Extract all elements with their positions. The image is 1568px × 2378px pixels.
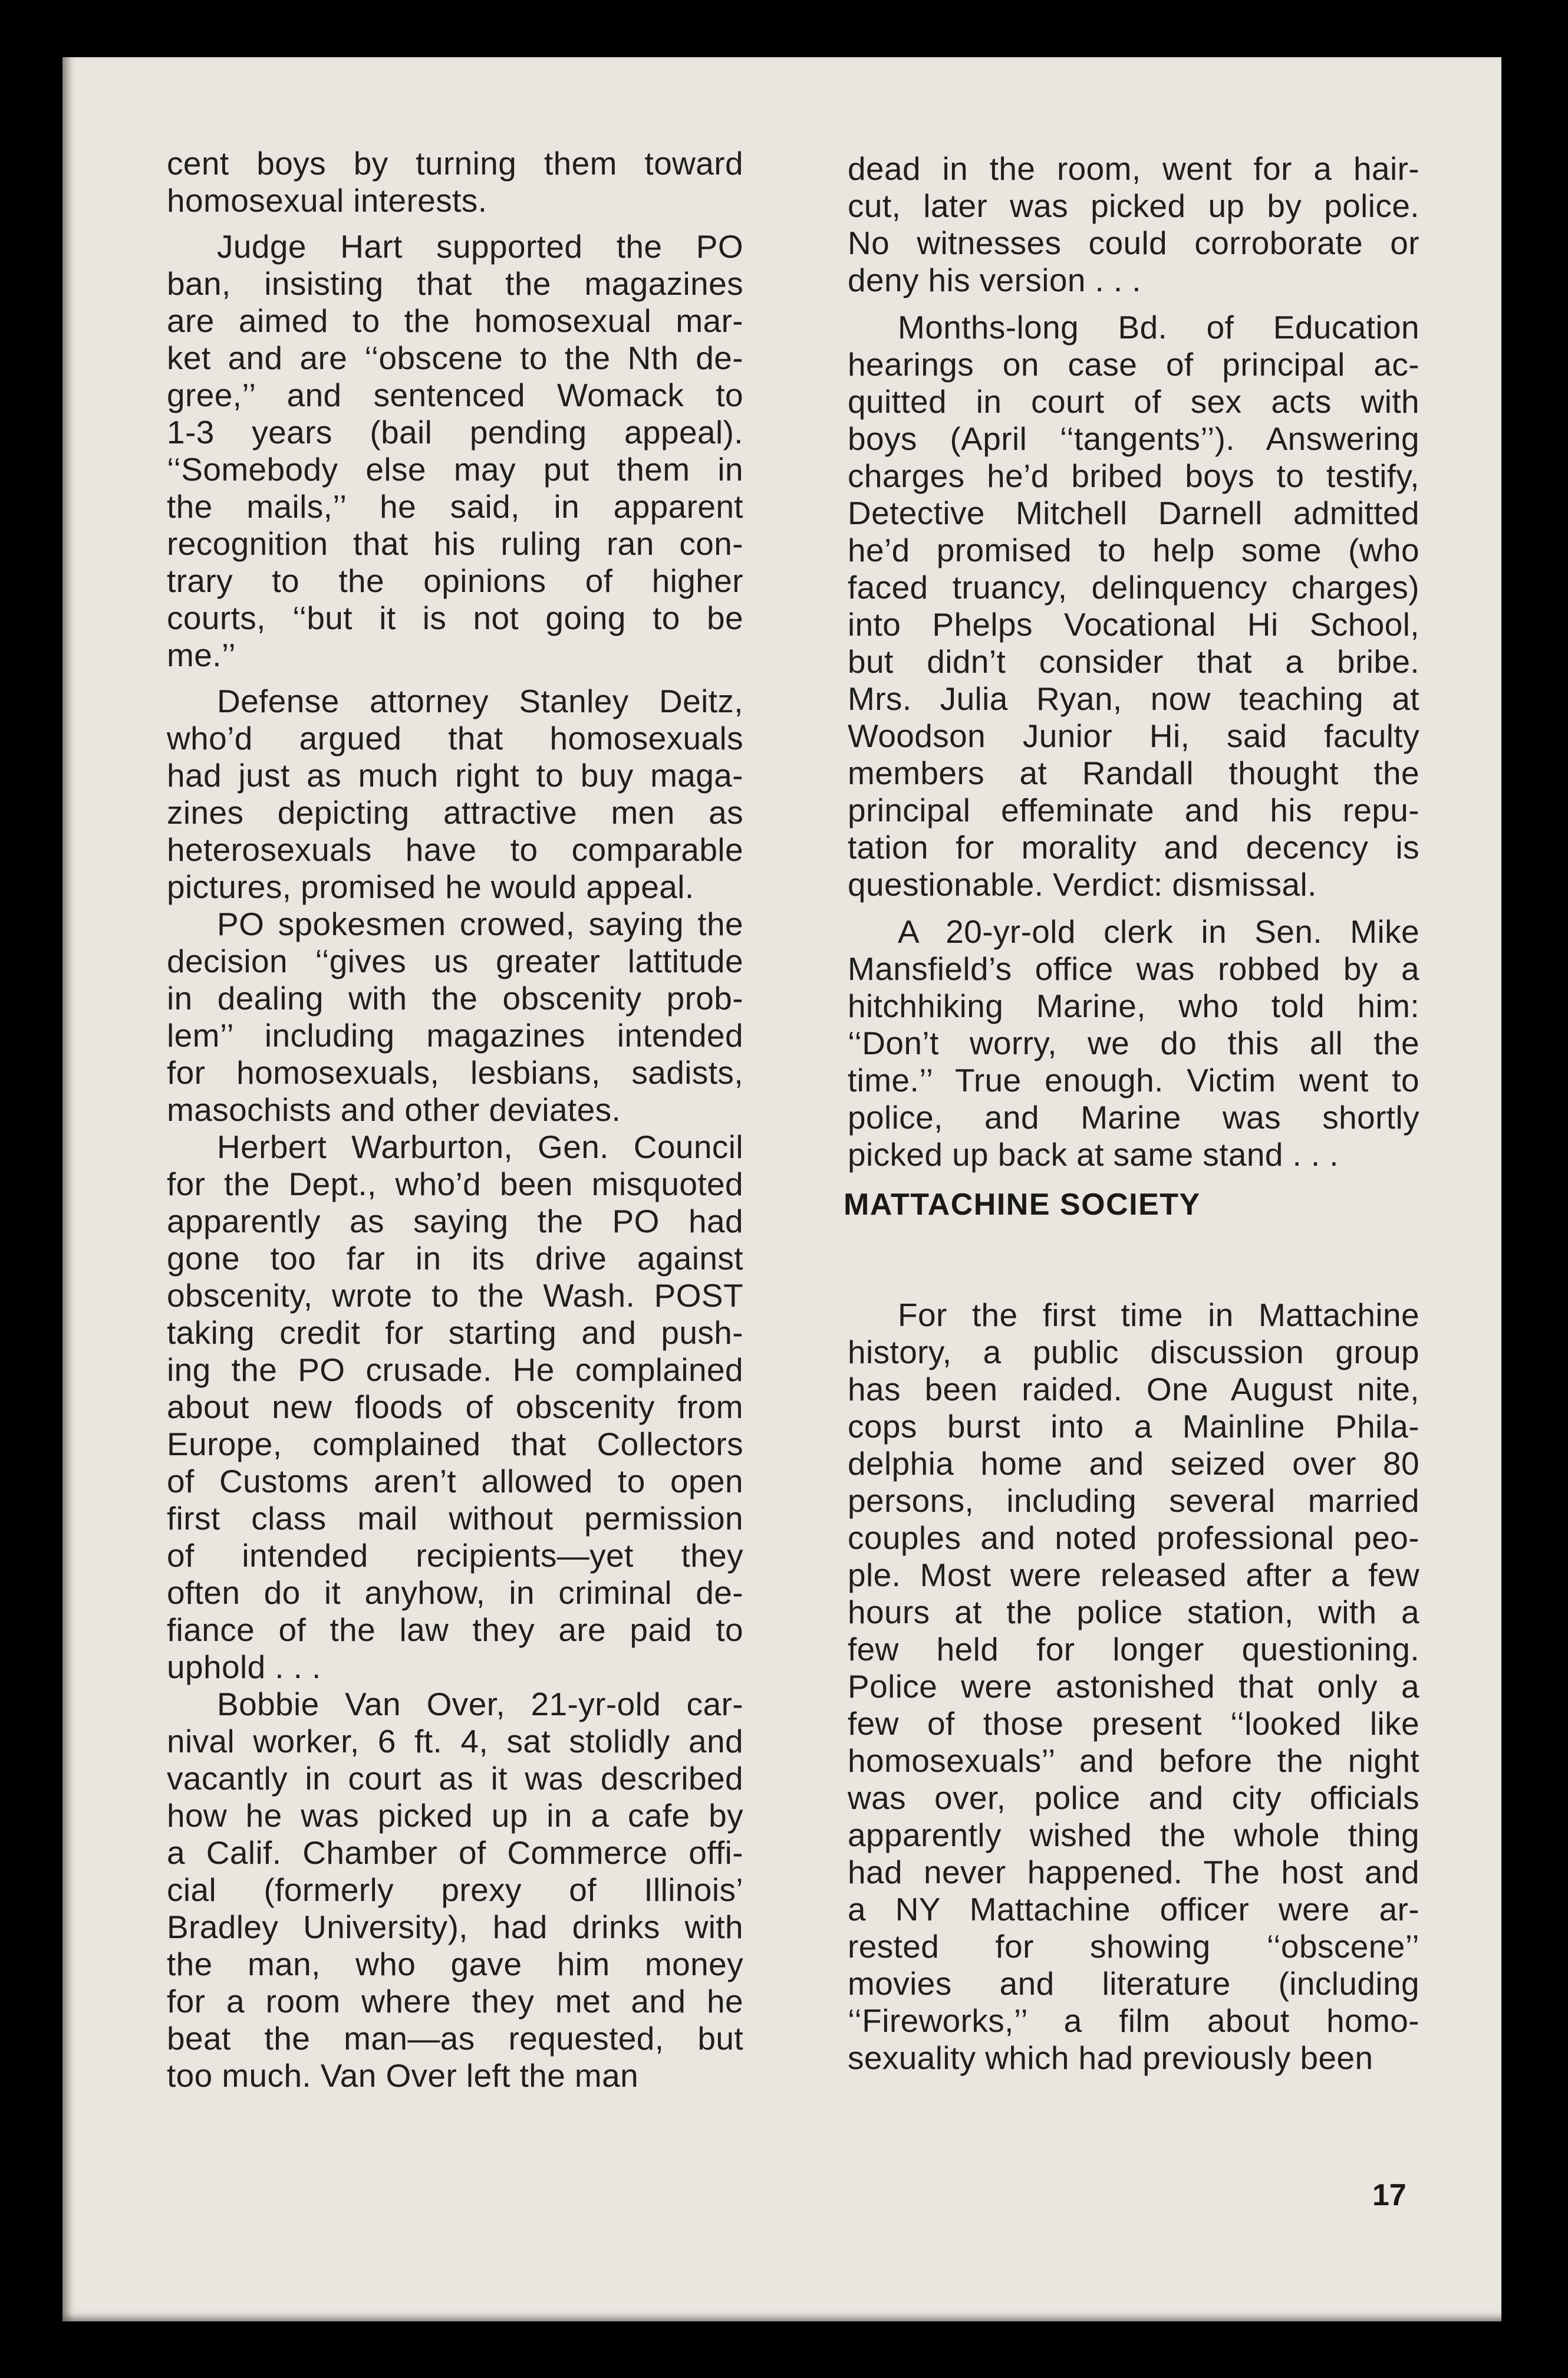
text-line: heterosexuals have to comparable bbox=[167, 831, 743, 868]
text-line: has been raided. One August nite, bbox=[848, 1371, 1419, 1407]
text-line: apparently as saying the PO had bbox=[167, 1203, 743, 1239]
text-line: picked up back at same stand . . . bbox=[848, 1136, 1339, 1173]
text-line: Herbert Warburton, Gen. Council bbox=[217, 1129, 743, 1165]
text-line: pictures, promised he would appeal. bbox=[167, 869, 694, 905]
text-line: cent boys by turning them toward bbox=[167, 145, 743, 182]
text-line: For the first time in Mattachine bbox=[898, 1297, 1419, 1333]
text-line: had just as much right to buy maga- bbox=[167, 757, 743, 794]
text-line: Bobbie Van Over, 21-yr-old car- bbox=[217, 1686, 743, 1722]
text-line: vacantly in court as it was described bbox=[167, 1760, 743, 1797]
text-line: into Phelps Vocational Hi School, bbox=[848, 606, 1419, 643]
text-line: a NY Mattachine officer were ar- bbox=[848, 1891, 1419, 1928]
text-line: hearings on case of principal ac- bbox=[848, 346, 1419, 383]
text-line: sexuality which had previously been bbox=[848, 2040, 1373, 2076]
text-line: Months-long Bd. of Education bbox=[898, 309, 1419, 346]
text-line: Europe, complained that Collectors bbox=[167, 1426, 743, 1462]
text-line: ban, insisting that the magazines bbox=[167, 265, 743, 302]
text-line: homosexual interests. bbox=[167, 182, 487, 219]
text-line: delphia home and seized over 80 bbox=[848, 1445, 1419, 1482]
text-line: A 20-yr-old clerk in Sen. Mike bbox=[898, 913, 1419, 950]
text-line: the man, who gave him money bbox=[167, 1946, 743, 1982]
text-line: fiance of the law they are paid to bbox=[167, 1611, 743, 1648]
text-line: trary to the opinions of higher bbox=[167, 563, 743, 599]
text-line: PO spokesmen crowed, saying the bbox=[217, 906, 743, 942]
text-line: uphold . . . bbox=[167, 1649, 321, 1685]
text-line: cial (formerly prexy of Illinois’ bbox=[167, 1872, 743, 1908]
text-line: ple. Most were released after a few bbox=[848, 1557, 1419, 1593]
section-heading: MATTACHINE SOCIETY bbox=[844, 1188, 1201, 1222]
text-line: nival worker, 6 ft. 4, sat stolidly and bbox=[167, 1723, 743, 1759]
text-line: persons, including several married bbox=[848, 1482, 1419, 1519]
text-line: courts, ‘‘but it is not going to be bbox=[167, 600, 743, 636]
text-line: of intended recipients—yet they bbox=[167, 1537, 743, 1574]
text-line: but didn’t consider that a bribe. bbox=[848, 643, 1419, 680]
page-number: 17 bbox=[1372, 2178, 1406, 2212]
text-line: rested for showing ‘‘obscene’’ bbox=[848, 1928, 1419, 1965]
text-line: members at Randall thought the bbox=[848, 755, 1419, 791]
text-line: for a room where they met and he bbox=[167, 1983, 743, 2020]
text-line: ket and are ‘‘obscene to the Nth de- bbox=[167, 340, 743, 376]
text-line: gree,’’ and sentenced Womack to bbox=[167, 377, 743, 413]
text-line: apparently wished the whole thing bbox=[848, 1817, 1419, 1853]
text-line: ‘‘Somebody else may put them in bbox=[167, 451, 743, 488]
text-line: ‘‘Don’t worry, we do this all the bbox=[848, 1025, 1419, 1061]
text-line: couples and noted professional peo- bbox=[848, 1519, 1419, 1556]
text-line: quitted in court of sex acts with bbox=[848, 383, 1419, 420]
text-line: was over, police and city officials bbox=[848, 1780, 1419, 1816]
text-line: Bradley University), had drinks with bbox=[167, 1909, 743, 1945]
text-line: had never happened. The host and bbox=[848, 1854, 1419, 1890]
text-line: decision ‘‘gives us greater lattitude bbox=[167, 943, 743, 979]
text-line: he’d promised to help some (who bbox=[848, 532, 1419, 568]
text-line: faced truancy, delinquency charges) bbox=[848, 569, 1419, 606]
text-line: hours at the police station, with a bbox=[848, 1594, 1419, 1630]
text-line: a Calif. Chamber of Commerce offi- bbox=[167, 1834, 743, 1871]
text-line: for the Dept., who’d been misquoted bbox=[167, 1166, 743, 1202]
text-line: in dealing with the obscenity prob- bbox=[167, 980, 743, 1017]
text-line: Defense attorney Stanley Deitz, bbox=[217, 683, 743, 719]
text-line: how he was picked up in a cafe by bbox=[167, 1797, 743, 1834]
text-line: me.’’ bbox=[167, 637, 236, 673]
text-line: Detective Mitchell Darnell admitted bbox=[848, 495, 1419, 531]
text-line: police, and Marine was shortly bbox=[848, 1099, 1419, 1136]
text-line: recognition that his ruling ran con- bbox=[167, 525, 743, 562]
text-line: obscenity, wrote to the Wash. POST bbox=[167, 1277, 743, 1314]
text-line: lem’’ including magazines intended bbox=[167, 1017, 743, 1054]
text-line: deny his version . . . bbox=[848, 262, 1141, 298]
text-line: homosexuals’’ and before the night bbox=[848, 1742, 1419, 1779]
text-line: cops burst into a Mainline Phila- bbox=[848, 1408, 1419, 1445]
text-line: questionable. Verdict: dismissal. bbox=[848, 866, 1317, 903]
text-line: Judge Hart supported the PO bbox=[217, 228, 743, 265]
text-line: masochists and other deviates. bbox=[167, 1091, 621, 1128]
text-line: dead in the room, went for a hair- bbox=[848, 150, 1419, 187]
text-line: boys (April ‘‘tangents’’). Answering bbox=[848, 420, 1419, 457]
text-line: about new floods of obscenity from bbox=[167, 1389, 743, 1425]
magazine-page bbox=[62, 57, 1501, 2321]
text-line: charges he’d bribed boys to testify, bbox=[848, 458, 1419, 494]
text-line: Woodson Junior Hi, said faculty bbox=[848, 718, 1419, 754]
text-line: Police were astonished that only a bbox=[848, 1668, 1419, 1705]
text-line: few of those present ‘‘looked like bbox=[848, 1705, 1419, 1742]
text-line: taking credit for starting and push- bbox=[167, 1314, 743, 1351]
text-line: time.’’ True enough. Victim went to bbox=[848, 1062, 1419, 1098]
text-line: few held for longer questioning. bbox=[848, 1631, 1419, 1667]
text-line: Mrs. Julia Ryan, now teaching at bbox=[848, 680, 1419, 717]
text-line: for homosexuals, lesbians, sadists, bbox=[167, 1054, 743, 1091]
text-line: zines depicting attractive men as bbox=[167, 794, 743, 831]
text-line: who’d argued that homosexuals bbox=[167, 720, 743, 757]
text-line: history, a public discussion group bbox=[848, 1334, 1419, 1370]
text-line: the mails,’’ he said, in apparent bbox=[167, 488, 743, 525]
text-line: often do it anyhow, in criminal de- bbox=[167, 1574, 743, 1611]
text-line: beat the man—as requested, but bbox=[167, 2020, 743, 2057]
text-line: first class mail without permission bbox=[167, 1500, 743, 1537]
text-line: principal effeminate and his repu- bbox=[848, 792, 1419, 828]
text-line: gone too far in its drive against bbox=[167, 1240, 743, 1277]
text-line: too much. Van Over left the man bbox=[167, 2057, 639, 2094]
text-line: movies and literature (including bbox=[848, 1965, 1419, 2002]
text-line: of Customs aren’t allowed to open bbox=[167, 1463, 743, 1499]
text-line: ‘‘Fireworks,’’ a film about homo- bbox=[848, 2002, 1419, 2039]
text-line: 1-3 years (bail pending appeal). bbox=[167, 414, 743, 450]
text-line: No witnesses could corroborate or bbox=[848, 225, 1419, 261]
text-line: tation for morality and decency is bbox=[848, 829, 1419, 866]
text-line: Mansfield’s office was robbed by a bbox=[848, 950, 1419, 987]
text-line: are aimed to the homosexual mar- bbox=[167, 302, 743, 339]
text-line: cut, later was picked up by police. bbox=[848, 188, 1419, 224]
text-line: ing the PO crusade. He complained bbox=[167, 1351, 743, 1388]
text-line: hitchhiking Marine, who told him: bbox=[848, 988, 1419, 1024]
